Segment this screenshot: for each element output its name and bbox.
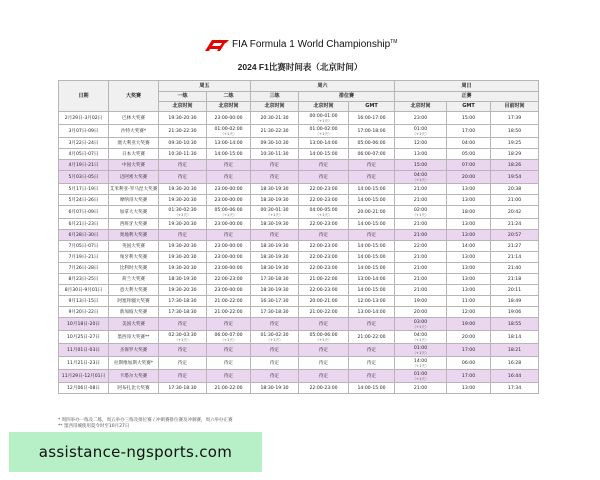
row-date: 7月26日-28日 — [59, 263, 109, 274]
row-cell: 18:30-19:30 — [251, 285, 299, 296]
row-cell: 14:00-15:00 — [349, 184, 395, 195]
row-cell: 05:00-06:00 （+1天） — [299, 331, 349, 344]
row-cell: 21:00 — [395, 383, 447, 394]
row-cell: 12:00-13:00 — [349, 296, 395, 307]
row-cell: 13:00-14:00 — [207, 138, 251, 149]
table-row — [59, 318, 539, 331]
row-gp: 新加坡大奖赛 — [109, 307, 159, 318]
table-row — [59, 370, 539, 383]
row-cell: 14:00-15:00 — [349, 219, 395, 230]
brand-text: FIA Formula 1 World Championship™ — [232, 39, 398, 50]
table-row — [59, 274, 539, 285]
row-cell: 18:30-19:30 — [251, 184, 299, 195]
table-row — [59, 112, 539, 125]
header-sunday: 周日 — [395, 81, 539, 92]
row-cell: 23:00-00:00 — [207, 112, 251, 125]
row-cell: 20:00-21:00 — [299, 296, 349, 307]
table-row — [59, 125, 539, 138]
table-row — [59, 357, 539, 370]
row-cell: 17:30-18:30 — [251, 307, 299, 318]
table-row — [59, 184, 539, 195]
schedule-body — [59, 112, 539, 394]
row-cell: 17:34 — [491, 383, 539, 394]
row-cell: 19:30-20:30 — [159, 219, 207, 230]
row-cell: 23:00-00:00 — [207, 241, 251, 252]
row-cell: 13:00 — [447, 263, 491, 274]
row-date: 4月05日-07日 — [59, 149, 109, 160]
row-cell: 21:30-22:30 — [251, 125, 299, 138]
row-cell: 21:00-22:00 — [299, 307, 349, 318]
header-bj-2: 北京时间 — [207, 102, 251, 112]
row-gp: 荷兰大奖赛 — [109, 274, 159, 285]
row-cell: 待定 — [299, 318, 349, 331]
row-cell: 15:00 — [447, 112, 491, 125]
row-cell: 14:00-15:00 — [299, 149, 349, 160]
row-gp: 意大利大奖赛 — [109, 285, 159, 296]
table-row — [59, 307, 539, 318]
row-cell: 19:30-20:30 — [159, 241, 207, 252]
row-cell: 18:30-19:30 — [251, 252, 299, 263]
watermark-banner — [9, 432, 262, 472]
row-cell: 18:21 — [491, 344, 539, 357]
row-cell: 21:00 — [395, 230, 447, 241]
row-cell: 待定 — [207, 357, 251, 370]
row-cell: 13:00-14:00 — [349, 274, 395, 285]
row-cell: 20:42 — [491, 206, 539, 219]
row-cell: 17:30-18:30 — [159, 307, 207, 318]
table-row — [59, 160, 539, 171]
row-cell: 17:30-18:30 — [251, 274, 299, 285]
row-cell: 17:30-18:30 — [159, 296, 207, 307]
row-cell: 待定 — [349, 318, 395, 331]
row-cell: 待定 — [299, 171, 349, 184]
row-gp: 西班牙大奖赛 — [109, 219, 159, 230]
row-cell: 21:00 — [395, 263, 447, 274]
row-cell: 09:30-10:30 — [159, 138, 207, 149]
row-cell: 23:00-00:00 — [207, 184, 251, 195]
row-cell: 20:30-21:30 — [251, 112, 299, 125]
row-cell: 23:00-00:00 — [207, 252, 251, 263]
row-cell: 19:30-20:30 — [159, 112, 207, 125]
row-cell: 01:00 （+1天） — [395, 125, 447, 138]
row-cell: 待定 — [207, 344, 251, 357]
table-row — [59, 344, 539, 357]
row-cell: 05:00 — [447, 149, 491, 160]
row-date: 8月23日-25日 — [59, 274, 109, 285]
row-cell: 18:30-19:30 — [251, 219, 299, 230]
row-cell: 05:00-06:00 （+1天） — [207, 206, 251, 219]
row-cell: 22:00-23:00 — [299, 241, 349, 252]
header-friday: 周五 — [159, 81, 251, 92]
row-cell: 13:00 — [447, 274, 491, 285]
row-cell: 21:00 — [395, 184, 447, 195]
row-cell: 13:00 — [447, 184, 491, 195]
row-cell: 18:50 — [491, 125, 539, 138]
row-cell: 09:30-10:30 — [251, 138, 299, 149]
row-cell: 17:00 — [447, 370, 491, 383]
row-gp: 比利时大奖赛 — [109, 263, 159, 274]
row-cell: 待定 — [207, 318, 251, 331]
row-cell: 14:00 （+1天） — [395, 357, 447, 370]
row-cell: 14:00-15:00 — [207, 149, 251, 160]
row-cell: 14:00-15:00 — [349, 252, 395, 263]
table-row — [59, 296, 539, 307]
row-cell: 待定 — [207, 230, 251, 241]
row-cell: 23:00 — [395, 112, 447, 125]
row-cell: 21:24 — [491, 219, 539, 230]
header-fp1: 一练 — [159, 92, 207, 102]
row-cell: 待定 — [299, 230, 349, 241]
row-cell: 10:30-11:30 — [159, 149, 207, 160]
row-cell: 21:00 — [395, 252, 447, 263]
row-cell: 待定 — [251, 344, 299, 357]
row-cell: 13:00 — [447, 252, 491, 263]
row-cell: 待定 — [159, 357, 207, 370]
row-cell: 待定 — [299, 370, 349, 383]
row-gp: 墨西哥大奖赛** — [109, 331, 159, 344]
row-cell: 04:00 — [447, 138, 491, 149]
header-bj-1: 北京时间 — [159, 102, 207, 112]
row-date: 6月28日-30日 — [59, 230, 109, 241]
table-row — [59, 285, 539, 296]
table-row — [59, 331, 539, 344]
row-cell: 01:00-02:00 （+1天） — [299, 125, 349, 138]
row-gp: 拉斯维加斯大奖赛* — [109, 357, 159, 370]
row-cell: 12:00 — [447, 307, 491, 318]
row-cell: 21:00 — [491, 195, 539, 206]
row-cell: 待定 — [251, 160, 299, 171]
row-cell: 18:30-19:30 — [251, 383, 299, 394]
row-cell: 00:30-01:30 （+1天） — [251, 206, 299, 219]
row-cell: 待定 — [159, 230, 207, 241]
row-date: 5月17日-19日 — [59, 184, 109, 195]
header-bj-3: 北京时间 — [251, 102, 299, 112]
row-cell: 02:30-03:30 （+1天） — [159, 331, 207, 344]
row-cell: 待定 — [207, 171, 251, 184]
row-cell: 待定 — [159, 370, 207, 383]
row-cell: 13:00-14:00 — [299, 138, 349, 149]
schedule-table-wrap — [58, 80, 538, 394]
row-cell: 21:00-22:00 — [299, 274, 349, 285]
row-cell: 待定 — [349, 357, 395, 370]
row-cell: 23:00-00:00 — [207, 195, 251, 206]
row-cell: 21:00-22:00 — [207, 307, 251, 318]
row-cell: 16:28 — [491, 357, 539, 370]
row-cell: 22:00-23:00 — [207, 274, 251, 285]
row-date: 5月03日-05日 — [59, 171, 109, 184]
row-cell: 19:06 — [491, 307, 539, 318]
row-cell: 14:00-15:00 — [349, 195, 395, 206]
row-cell: 16:00-17:00 — [349, 112, 395, 125]
row-cell: 21:40 — [491, 263, 539, 274]
schedule-title: 2024 F1比赛时间表（北京时间） — [237, 62, 363, 72]
row-cell: 02:00 （+1天） — [395, 206, 447, 219]
table-row — [59, 195, 539, 206]
row-cell: 19:30-20:30 — [159, 184, 207, 195]
header-race: 正赛 — [395, 92, 539, 102]
row-cell: 06:00 — [447, 357, 491, 370]
row-cell: 13:00 — [447, 219, 491, 230]
row-cell: 23:00-00:00 — [207, 285, 251, 296]
row-cell: 21:30-22:30 — [159, 125, 207, 138]
row-cell: 待定 — [207, 160, 251, 171]
row-cell: 19:30-20:30 — [159, 252, 207, 263]
row-cell: 20:00-21:00 — [349, 206, 395, 219]
row-cell: 19:00 — [447, 318, 491, 331]
table-row — [59, 383, 539, 394]
row-cell: 待定 — [159, 318, 207, 331]
row-cell: 22:00-23:00 — [299, 252, 349, 263]
row-cell: 22:00-23:00 — [299, 383, 349, 394]
row-cell: 11:00 — [447, 296, 491, 307]
table-row — [59, 241, 539, 252]
row-cell: 14:00-15:00 — [349, 383, 395, 394]
table-row — [59, 206, 539, 219]
row-cell: 21:00-22:00 — [207, 383, 251, 394]
watermark-text: assistance-ngsports.com — [38, 443, 233, 461]
table-row — [59, 219, 539, 230]
table-row — [59, 171, 539, 184]
row-cell: 待定 — [349, 171, 395, 184]
row-cell: 17:39 — [491, 112, 539, 125]
row-date: 8月30日-9月01日 — [59, 285, 109, 296]
row-cell: 20:00 — [395, 307, 447, 318]
row-cell: 19:30-20:30 — [159, 263, 207, 274]
row-cell: 13:00 — [447, 383, 491, 394]
row-date: 9月13日-15日 — [59, 296, 109, 307]
header-local: 目前时间 — [491, 102, 539, 112]
row-date: 6月21日-23日 — [59, 219, 109, 230]
row-cell: 待定 — [299, 160, 349, 171]
row-cell: 待定 — [349, 230, 395, 241]
row-cell: 21:00 — [395, 195, 447, 206]
row-cell: 21:00-22:00 — [349, 331, 395, 344]
row-cell: 14:00-15:00 — [349, 263, 395, 274]
footnote-1: * 周四举办一练及二练，周五举办三练及排位赛 / 冲刺赛排位赛及冲刺赛，周六举办正赛 — [58, 418, 233, 423]
row-cell: 21:14 — [491, 252, 539, 263]
row-date: 6月07日-09日 — [59, 206, 109, 219]
row-cell: 19:30-20:30 — [159, 285, 207, 296]
row-date: 5月24日-26日 — [59, 195, 109, 206]
row-cell: 待定 — [159, 344, 207, 357]
row-cell: 待定 — [349, 160, 395, 171]
row-cell: 18:30-19:30 — [159, 274, 207, 285]
row-cell: 19:30-20:30 — [159, 195, 207, 206]
row-gp: 英国大奖赛 — [109, 241, 159, 252]
row-cell: 16:44 — [491, 370, 539, 383]
row-date: 2月29日-3月02日 — [59, 112, 109, 125]
row-gp: 摩纳哥大奖赛 — [109, 195, 159, 206]
row-cell: 01:00 （+1天） — [395, 370, 447, 383]
footnote-2: ** 墨西哥城使用夏令时至10月27日 — [58, 424, 130, 429]
table-row — [59, 263, 539, 274]
row-cell: 13:00-14:00 — [349, 307, 395, 318]
row-cell: 18:30-19:30 — [251, 195, 299, 206]
row-cell: 18:49 — [491, 296, 539, 307]
row-cell: 18:29 — [491, 149, 539, 160]
row-cell: 17:00 — [447, 344, 491, 357]
header-date: 日期 — [59, 81, 109, 112]
row-date: 7月19日-21日 — [59, 252, 109, 263]
table-row — [59, 149, 539, 160]
row-cell: 待定 — [251, 318, 299, 331]
schedule-table — [58, 80, 539, 394]
row-cell: 23:00-00:00 — [207, 263, 251, 274]
row-gp: 中国大奖赛 — [109, 160, 159, 171]
row-cell: 18:26 — [491, 160, 539, 171]
header-saturday: 周六 — [251, 81, 395, 92]
row-cell: 21:00 — [395, 219, 447, 230]
row-cell: 待定 — [207, 370, 251, 383]
row-cell: 待定 — [349, 344, 395, 357]
row-cell: 18:30-19:30 — [251, 263, 299, 274]
row-gp: 圣保罗大奖赛 — [109, 344, 159, 357]
row-gp: 日本大奖赛 — [109, 149, 159, 160]
row-date: 3月07日-09日 — [59, 125, 109, 138]
row-cell: 17:00-18:00 — [349, 125, 395, 138]
row-gp: 阿布扎比大奖赛 — [109, 383, 159, 394]
row-cell: 03:00 （+1天） — [395, 318, 447, 331]
row-date: 11月21日-23日 — [59, 357, 109, 370]
row-gp: 巴林大奖赛 — [109, 112, 159, 125]
header-fp3: 三练 — [251, 92, 299, 102]
row-cell: 20:11 — [491, 285, 539, 296]
row-cell: 18:00 — [447, 206, 491, 219]
row-cell: 20:00 — [447, 331, 491, 344]
table-row — [59, 230, 539, 241]
row-cell: 21:00 — [395, 285, 447, 296]
row-cell: 22:00-23:00 — [299, 263, 349, 274]
row-cell: 16:30-17:30 — [251, 296, 299, 307]
row-cell: 20:00 — [447, 171, 491, 184]
row-gp: 奥地利大奖赛 — [109, 230, 159, 241]
table-row — [59, 138, 539, 149]
row-cell: 04:00-05:00 （+1天） — [299, 206, 349, 219]
row-cell: 13:00 — [447, 195, 491, 206]
header-bj-4: 北京时间 — [299, 102, 349, 112]
header-gmt-2: GMT — [447, 102, 491, 112]
row-gp: 卡塔尔大奖赛 — [109, 370, 159, 383]
row-cell: 01:30-02:30 （+1天） — [251, 331, 299, 344]
row-date: 3月22日-24日 — [59, 138, 109, 149]
row-cell: 待定 — [159, 171, 207, 184]
row-cell: 21:18 — [491, 274, 539, 285]
row-cell: 00:00-01:00 （+1天） — [299, 112, 349, 125]
row-date: 10月25日-27日 — [59, 331, 109, 344]
row-date: 9月20日-22日 — [59, 307, 109, 318]
row-cell: 04:00 （+1天） — [395, 331, 447, 344]
row-date: 11月01日-03日 — [59, 344, 109, 357]
table-row — [59, 252, 539, 263]
header-gmt-1: GMT — [349, 102, 395, 112]
row-cell: 19:00 — [395, 296, 447, 307]
row-cell: 20:57 — [491, 230, 539, 241]
row-date: 4月19日-21日 — [59, 160, 109, 171]
row-cell: 17:00 — [447, 125, 491, 138]
row-cell: 待定 — [251, 370, 299, 383]
f1-logo-icon — [203, 38, 229, 52]
row-cell: 04:00 （+1天） — [395, 171, 447, 184]
row-cell: 23:00-00:00 — [207, 219, 251, 230]
header-bj-5: 北京时间 — [395, 102, 447, 112]
row-cell: 17:30-18:30 — [159, 383, 207, 394]
row-cell: 13:00 — [447, 285, 491, 296]
row-cell: 10:30-11:30 — [251, 149, 299, 160]
row-gp: 匈牙利大奖赛 — [109, 252, 159, 263]
row-cell: 07:00 — [447, 160, 491, 171]
row-cell: 22:00-23:00 — [299, 195, 349, 206]
row-gp: 美国大奖赛 — [109, 318, 159, 331]
row-cell: 01:00-02:00 （+1天） — [207, 125, 251, 138]
row-cell: 待定 — [299, 357, 349, 370]
row-cell: 18:30-19:30 — [251, 241, 299, 252]
row-date: 10月18日-20日 — [59, 318, 109, 331]
row-gp: 沙特大奖赛* — [109, 125, 159, 138]
footnotes — [58, 418, 233, 430]
header-fp2: 二练 — [207, 92, 251, 102]
row-cell: 21:00 — [395, 274, 447, 285]
row-cell: 13:00 — [447, 230, 491, 241]
row-cell: 18:55 — [491, 318, 539, 331]
row-cell: 22:00-23:00 — [299, 285, 349, 296]
row-cell: 14:00-15:00 — [349, 241, 395, 252]
row-cell: 13:00 — [395, 149, 447, 160]
row-cell: 20:38 — [491, 184, 539, 195]
row-cell: 21:27 — [491, 241, 539, 252]
row-cell: 12:00 — [395, 138, 447, 149]
row-cell: 待定 — [349, 370, 395, 383]
row-cell: 06:00-07:00 （+1天） — [207, 331, 251, 344]
row-gp: 加拿大大奖赛 — [109, 206, 159, 219]
row-cell: 21:00-22:00 — [207, 296, 251, 307]
row-cell: 01:30-02:30 （+1天） — [159, 206, 207, 219]
row-cell: 22:00-23:00 — [299, 219, 349, 230]
row-cell: 18:14 — [491, 331, 539, 344]
row-gp: 阿塞拜疆大奖赛 — [109, 296, 159, 307]
row-date: 12月06日-08日 — [59, 383, 109, 394]
row-cell: 待定 — [251, 357, 299, 370]
row-cell: 05:00-06:00 — [349, 138, 395, 149]
header-quali: 排位赛 — [299, 92, 395, 102]
header-gp: 大奖赛 — [109, 81, 159, 112]
row-cell: 19:54 — [491, 171, 539, 184]
row-cell: 15:00 — [395, 160, 447, 171]
row-date: 11月29日-12月01日 — [59, 370, 109, 383]
row-cell: 待定 — [299, 344, 349, 357]
row-gp: 迈阿密大奖赛 — [109, 171, 159, 184]
row-cell: 22:00 — [395, 241, 447, 252]
row-gp: 艾米利亚-罗马涅大奖赛 — [109, 184, 159, 195]
row-cell: 19:25 — [491, 138, 539, 149]
row-cell: 06:00-07:00 — [349, 149, 395, 160]
row-cell: 14:00-15:00 — [349, 285, 395, 296]
row-gp: 澳大利亚大奖赛 — [109, 138, 159, 149]
row-date: 7月05日-07日 — [59, 241, 109, 252]
row-cell: 待定 — [251, 230, 299, 241]
row-cell: 01:00 （+1天） — [395, 344, 447, 357]
header — [0, 36, 600, 58]
row-cell: 待定 — [159, 160, 207, 171]
row-cell: 待定 — [251, 171, 299, 184]
row-cell: 14:00 — [447, 241, 491, 252]
row-cell: 22:00-23:00 — [299, 184, 349, 195]
